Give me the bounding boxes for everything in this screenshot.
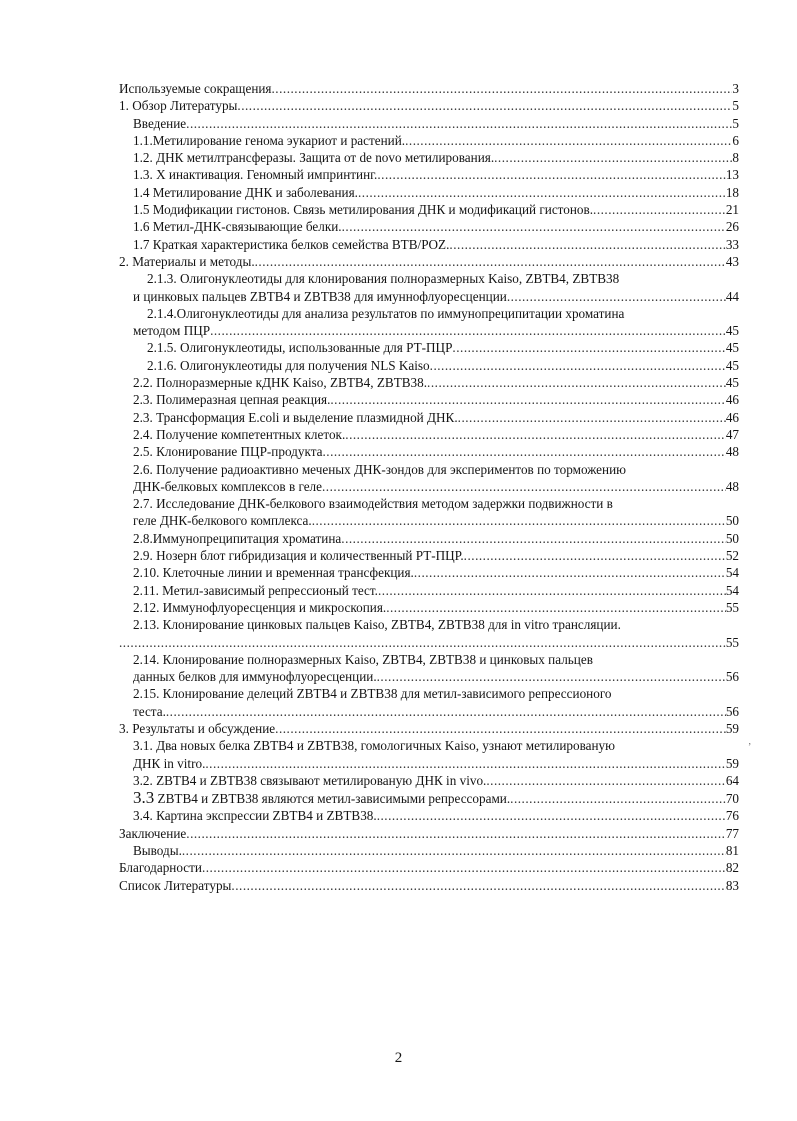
toc-leader — [182, 842, 726, 859]
toc-entry-page: 56 — [725, 669, 739, 685]
toc-entry — [133, 530, 739, 547]
toc-entry-page: 44 — [725, 288, 739, 304]
toc-entry — [133, 789, 739, 807]
toc-entry-line: 2.7. Исследование ДНК-белкового взаимодействия методом задержки подвижности в — [133, 496, 613, 512]
toc-entry-page: 81 — [725, 843, 739, 859]
toc-entry — [133, 842, 739, 859]
toc-leader — [494, 149, 732, 166]
toc-leader — [272, 80, 733, 97]
toc-entry-title: 1.3. X инактивация. Геномный импринтинг. — [133, 167, 378, 183]
toc-entry-title-text: ZBTB4 и ZBTB38 являются метил-зависимыми репрессорами. — [154, 791, 511, 807]
toc-leader — [378, 582, 726, 599]
toc-entry — [133, 443, 739, 460]
toc-entry-title: 1.7 Краткая характеристика белков семейства BTB/POZ. — [133, 236, 450, 252]
toc-entry — [133, 564, 739, 581]
toc-entry-title: Используемые сокращения — [119, 81, 272, 96]
toc-entry-title: 2.5. Клонирование ПЦР-продукта — [133, 444, 323, 460]
toc-leader — [414, 564, 726, 581]
toc-leader — [377, 668, 726, 685]
toc-entry-title: 3.4. Картина экспрессии ZBTB4 и ZBTB38. — [133, 808, 377, 824]
toc-entry-title: Заключение — [119, 825, 187, 841]
toc-entry-page: 59 — [725, 755, 739, 771]
table-of-contents — [119, 80, 739, 894]
toc-entry — [133, 184, 739, 201]
toc-entry-title: 3.2. ZBTB4 и ZBTB38 связывают метилированую ДНК in vivo. — [133, 772, 487, 788]
toc-entry-page: 83 — [725, 877, 739, 893]
toc-entry-page: 54 — [725, 565, 739, 581]
toc-entry-title: теста. — [133, 703, 166, 719]
toc-entry-page: 82 — [725, 860, 739, 876]
toc-entry — [119, 859, 739, 876]
toc-leader — [507, 288, 726, 305]
toc-entry — [133, 149, 739, 166]
toc-entry-title: и цинковых пальцев ZBTB4 и ZBTB38 для имуннофлуоресценции — [133, 288, 507, 304]
toc-entry-page: 64 — [725, 772, 739, 788]
toc-leader — [486, 772, 725, 789]
toc-entry-title: 2.12. Иммунофлуоресценция и микроскопия. — [133, 599, 387, 615]
toc-entry-page: 5 — [732, 98, 739, 114]
toc-entry-title: 2.3. Трансформация E.coli и выделение плазмидной ДНК. — [133, 409, 458, 425]
toc-entry — [133, 703, 739, 720]
toc-entry-number: 3.3 — [133, 788, 155, 808]
toc-entry-title: Список Литературы — [119, 877, 232, 893]
toc-entry-page: 48 — [725, 444, 739, 460]
toc-leader — [358, 184, 726, 201]
toc-entry-title: данных белков для иммунофлуоресценции. — [133, 669, 377, 685]
toc-entry — [119, 253, 739, 270]
toc-entry-line: 2.13. Клонирование цинковых пальцев Kaiso, ZBTB4, ZBTB38 для in vitro трансляции. — [133, 617, 621, 633]
toc-entry — [133, 807, 739, 824]
toc-entry-page: 3 — [732, 81, 739, 96]
toc-entry-page: 59 — [725, 720, 739, 736]
toc-entry-title: 2.10. Клеточные линии и временная трансфекция. — [133, 565, 414, 581]
toc-leader — [386, 599, 726, 616]
toc-leader — [345, 426, 726, 443]
toc-entry-line: 2.1.4.Олигонуклеотиды для анализа результатов по иммунопреципитации хроматина — [147, 305, 625, 321]
toc-entry-title: 1.4 Метилирование ДНК и заболевания. — [133, 184, 358, 200]
toc-entry-title: 1.2. ДНК метилтрансферазы. Защита от de novo метилирования. — [133, 150, 495, 166]
toc-leader — [255, 253, 726, 270]
toc-entry — [133, 547, 739, 564]
toc-leader — [312, 512, 726, 529]
toc-entry — [133, 599, 739, 616]
toc-leader — [342, 218, 726, 235]
toc-leader — [464, 547, 726, 564]
toc-entry-page: 46 — [725, 392, 739, 408]
toc-entry-page: 48 — [725, 478, 739, 494]
toc-entry-line: 2.1.3. Олигонуклеотиды для клонирования полноразмерных Kaiso, ZBTB4, ZBTB38 — [147, 271, 620, 287]
toc-leader — [119, 634, 726, 651]
toc-entry-page: 55 — [725, 634, 739, 650]
toc-entry-page: 33 — [725, 236, 739, 252]
toc-entry — [133, 426, 739, 443]
toc-entry-page: 43 — [725, 253, 739, 269]
toc-leader — [205, 755, 725, 772]
toc-entry-page: 6 — [732, 132, 739, 148]
toc-entry — [133, 132, 739, 149]
toc-leader — [322, 443, 725, 460]
toc-entry-page: 45 — [725, 357, 739, 373]
toc-leader — [449, 236, 725, 253]
toc-leader — [231, 877, 725, 894]
toc-entry-title: 1.6 Метил-ДНК-связывающие белки. — [133, 219, 342, 235]
toc-entry-line: 2.15. Клонирование делеций ZBTB4 и ZBTB38 для метил-зависимого репрессионого — [133, 686, 612, 702]
toc-entry-title: Выводы. — [133, 843, 182, 859]
toc-entry-page: 21 — [725, 202, 739, 218]
toc-leader — [510, 790, 726, 807]
toc-leader — [430, 357, 726, 374]
scan-speck: ’ — [748, 742, 752, 753]
toc-entry-page: 13 — [725, 167, 739, 183]
toc-leader — [377, 166, 725, 183]
toc-entry — [133, 512, 739, 529]
toc-leader — [330, 391, 725, 408]
toc-entry-title: 2.8.Иммунопреципитация хроматина — [133, 530, 342, 546]
toc-leader — [210, 322, 726, 339]
toc-entry — [133, 755, 739, 772]
toc-leader — [341, 530, 726, 547]
toc-entry — [133, 236, 739, 253]
toc-entry-title: 2.3. Полимеразная цепная реакция. — [133, 392, 331, 408]
toc-entry — [133, 322, 739, 339]
toc-entry — [133, 582, 739, 599]
toc-leader — [275, 720, 726, 737]
toc-entry-page: 26 — [725, 219, 739, 235]
toc-entry — [147, 357, 739, 374]
toc-entry-title: Благодарности — [119, 860, 202, 876]
toc-entry — [119, 720, 739, 737]
toc-entry-title: 2.1.6. Олигонуклеотиды для получения NLS Kaiso — [147, 357, 430, 373]
toc-entry — [133, 374, 739, 391]
toc-entry — [133, 409, 739, 426]
toc-entry — [133, 772, 739, 789]
toc-entry-page: 45 — [725, 375, 739, 391]
toc-entry-page: 8 — [732, 150, 739, 166]
toc-leader — [427, 374, 726, 391]
toc-entry-page: 50 — [725, 513, 739, 529]
toc-entry-title: 3. Результаты и обсуждение — [119, 720, 276, 736]
page-number: 2 — [394, 1050, 403, 1066]
toc-entry-title — [133, 789, 510, 807]
toc-entry-page: 56 — [725, 703, 739, 719]
toc-entry — [133, 201, 739, 218]
toc-leader — [593, 201, 726, 218]
toc-entry — [133, 166, 739, 183]
toc-entry-title: методом ПЦР — [133, 323, 211, 339]
toc-entry-page: 55 — [725, 599, 739, 615]
toc-leader — [166, 703, 726, 720]
toc-leader — [458, 409, 726, 426]
toc-entry — [119, 80, 739, 97]
toc-entry-title: геле ДНК-белкового комплекса. — [133, 513, 312, 529]
toc-entry-page: 52 — [725, 548, 739, 564]
toc-entry — [133, 115, 739, 132]
toc-leader — [322, 478, 726, 495]
toc-entry — [119, 825, 739, 842]
toc-entry-line: 2.14. Клонирование полноразмерных Kaiso, ZBTB4, ZBTB38 и цинковых пальцев — [133, 651, 593, 667]
toc-entry-title: 2. Материалы и методы. — [119, 253, 255, 269]
toc-entry-title: 1.1.Метилирование генома эукариот и растений. — [133, 132, 406, 148]
toc-entry-page: 47 — [725, 426, 739, 442]
toc-leader — [405, 132, 732, 149]
toc-entry-title: 1.5 Модификации гистонов. Связь метилирования ДНК и модификаций гистонов. — [133, 202, 594, 218]
toc-entry-title: ДНК-белковых комплексов в геле — [133, 478, 322, 494]
toc-entry-page: 18 — [725, 184, 739, 200]
toc-leader — [186, 115, 732, 132]
toc-entry-line: 2.6. Получение радиоактивно меченых ДНК-зондов для экспериментов по торможению — [133, 461, 626, 477]
toc-entry — [119, 97, 739, 114]
toc-leader — [452, 339, 725, 356]
toc-entry-page: 70 — [725, 791, 739, 807]
toc-entry-page: 46 — [725, 409, 739, 425]
toc-entry-title: Введение — [133, 115, 187, 131]
toc-entry-page: 77 — [725, 825, 739, 841]
toc-leader — [377, 807, 726, 824]
toc-entry-line: 3.1. Два новых белка ZBTB4 и ZBTB38, гомологичных Kaiso, узнают метилированую — [133, 738, 615, 754]
toc-entry-title: 1. Обзор Литературы — [119, 98, 238, 114]
toc-leader — [202, 859, 726, 876]
toc-entry — [133, 478, 739, 495]
toc-entry-page: 45 — [725, 323, 739, 339]
toc-entry-title: 2.4. Получение компетентных клеток. — [133, 426, 346, 442]
toc-entry-title: 2.11. Метил-зависимый репрессионый тест. — [133, 582, 378, 598]
toc-entry-title: ДНК in vitro. — [133, 755, 206, 771]
toc-leader — [186, 825, 726, 842]
toc-entry-title: 2.9. Нозерн блот гибридизация и количественный РТ-ПЦР. — [133, 548, 464, 564]
toc-entry-page: 5 — [732, 115, 739, 131]
toc-entry — [133, 668, 739, 685]
toc-entry — [133, 288, 739, 305]
toc-entry — [147, 339, 739, 356]
toc-entry — [119, 877, 739, 894]
toc-entry — [133, 218, 739, 235]
toc-leader — [237, 97, 732, 114]
toc-entry-page: 50 — [725, 530, 739, 546]
toc-entry-title: 2.1.5. Олигонуклеотиды, использованные для РТ-ПЦР — [147, 340, 453, 356]
toc-entry-page: 54 — [725, 582, 739, 598]
toc-entry-page: 76 — [725, 808, 739, 824]
toc-entry — [119, 634, 739, 651]
toc-entry-title: 2.2. Полноразмерные кДНК Kaiso, ZBTB4, ZBTB38. — [133, 375, 428, 391]
toc-entry — [133, 391, 739, 408]
toc-entry-page: 45 — [725, 340, 739, 356]
